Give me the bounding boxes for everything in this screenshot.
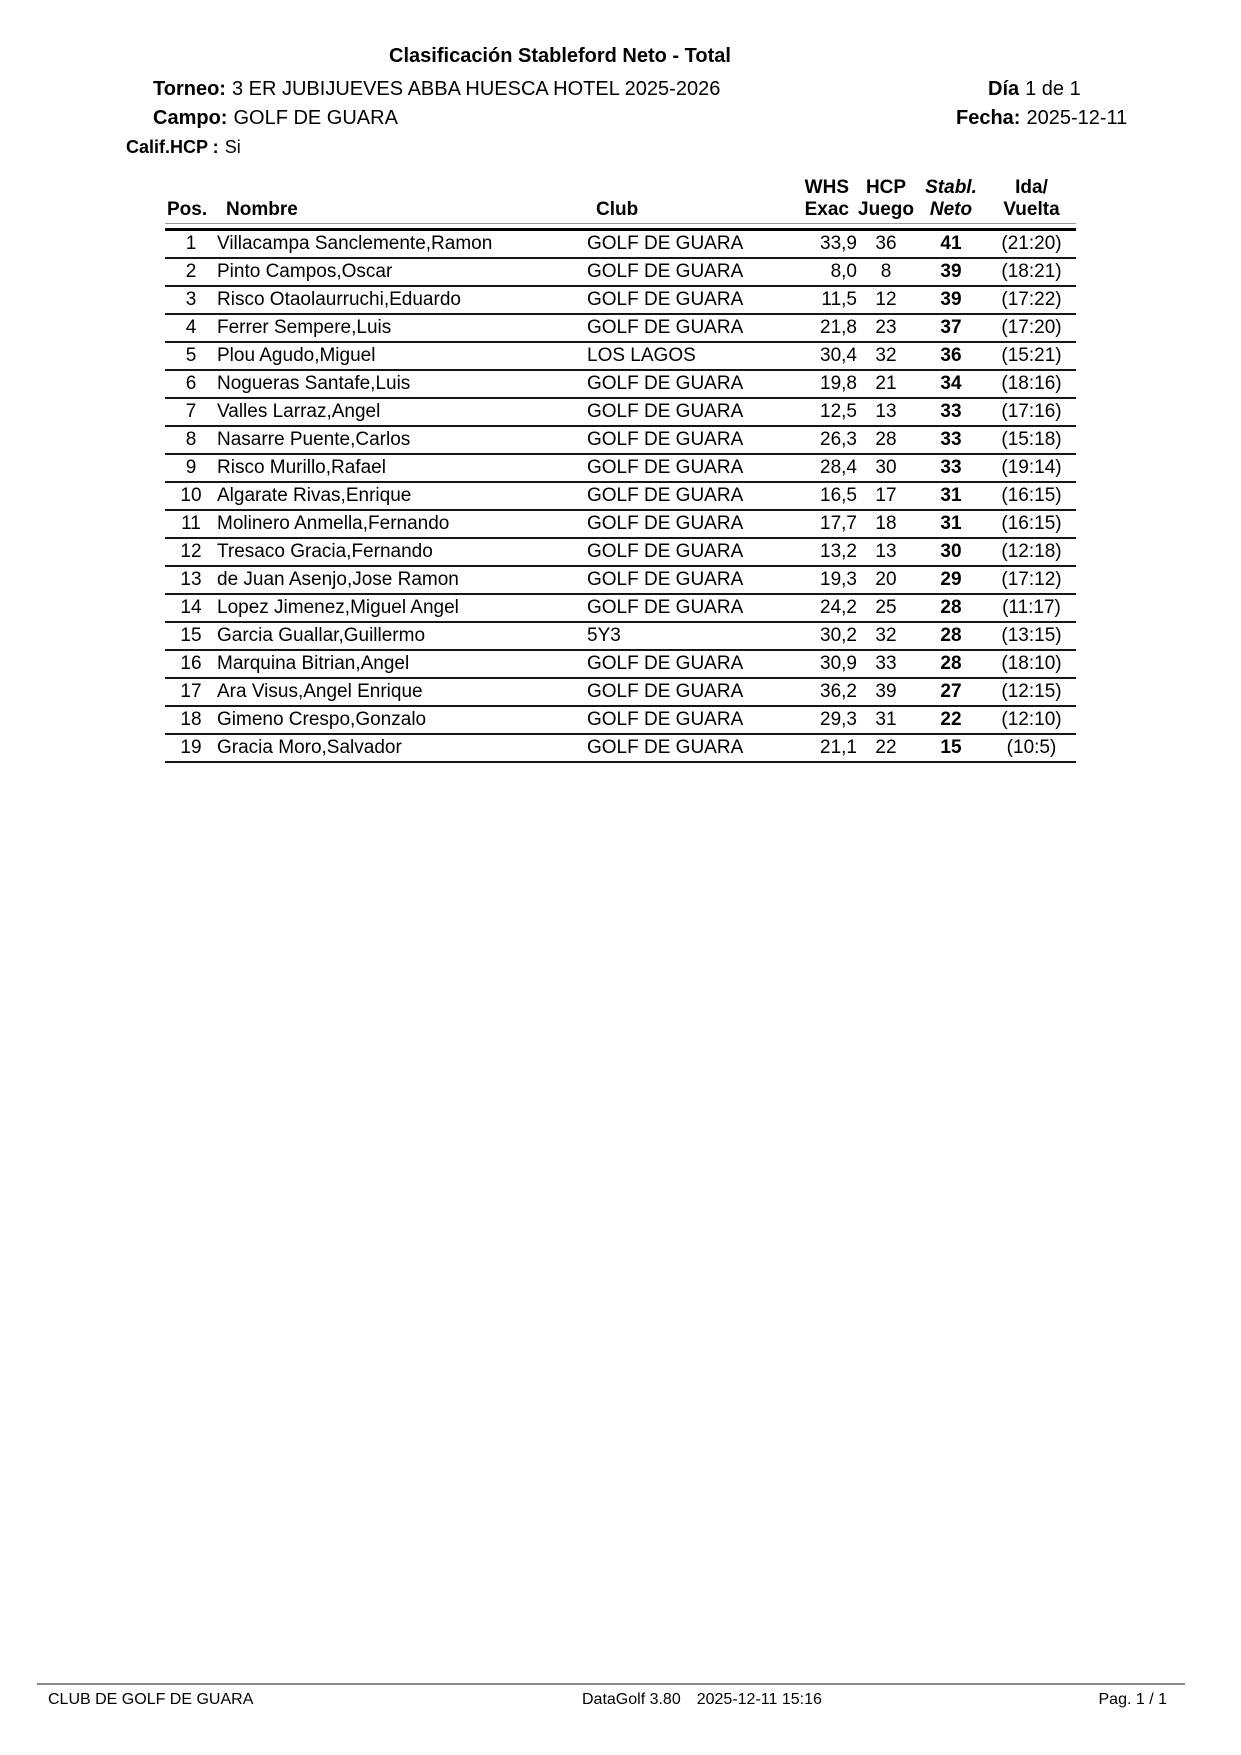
cell-club: GOLF DE GUARA [587, 510, 787, 538]
cell-nombre: Nogueras Santafe,Luis [217, 370, 587, 398]
table-row [165, 342, 1076, 370]
cell-hcp-juego: 12 [857, 286, 915, 314]
cell-whs-exac: 36,2 [787, 678, 857, 706]
cell-stabl-neto: 41 [915, 230, 987, 259]
cell-club: GOLF DE GUARA [587, 286, 787, 314]
header-row [165, 160, 1076, 230]
table-row [165, 314, 1076, 342]
cell-hcp-juego: 33 [857, 650, 915, 678]
cell-club: GOLF DE GUARA [587, 230, 787, 259]
cell-whs-exac: 19,8 [787, 370, 857, 398]
cell-club: GOLF DE GUARA [587, 314, 787, 342]
cell-ida-vuelta: (19:14) [987, 454, 1076, 482]
cell-club: GOLF DE GUARA [587, 538, 787, 566]
cell-nombre: Algarate Rivas,Enrique [217, 482, 587, 510]
cell-hcp-juego: 22 [857, 734, 915, 762]
torneo-value: 3 ER JUBIJUEVES ABBA HUESCA HOTEL 2025-2026 [231, 78, 721, 100]
cell-whs-exac: 30,2 [787, 622, 857, 650]
cell-club: LOS LAGOS [587, 342, 787, 370]
cell-hcp-juego: 18 [857, 510, 915, 538]
footer-club-name: CLUB DE GOLF DE GUARA [48, 1691, 254, 1708]
cell-hcp-juego: 32 [857, 342, 915, 370]
cell-stabl-neto: 31 [915, 510, 987, 538]
cell-ida-vuelta: (16:15) [987, 510, 1076, 538]
cell-pos: 14 [165, 594, 217, 622]
cell-stabl-neto: 30 [915, 538, 987, 566]
page-title: Clasificación Stableford Neto - Total [389, 45, 731, 67]
cell-ida-vuelta: (13:15) [987, 622, 1076, 650]
cell-hcp-juego: 23 [857, 314, 915, 342]
cell-nombre: Plou Agudo,Miguel [217, 342, 587, 370]
calif-hcp-label: Calif.HCP : [126, 137, 219, 157]
table-row [165, 398, 1076, 426]
cell-whs-exac: 28,4 [787, 454, 857, 482]
torneo-label: Torneo: [153, 78, 226, 100]
cell-nombre: Risco Otaolaurruchi,Eduardo [217, 286, 587, 314]
cell-pos: 11 [165, 510, 217, 538]
cell-nombre: Marquina Bitrian,Angel [217, 650, 587, 678]
cell-hcp-juego: 17 [857, 482, 915, 510]
cell-pos: 13 [165, 566, 217, 594]
cell-stabl-neto: 39 [915, 258, 987, 286]
cell-whs-exac: 19,3 [787, 566, 857, 594]
cell-ida-vuelta: (15:21) [987, 342, 1076, 370]
cell-nombre: Molinero Anmella,Fernando [217, 510, 587, 538]
cell-ida-vuelta: (18:10) [987, 650, 1076, 678]
cell-whs-exac: 33,9 [787, 230, 857, 259]
cell-club: GOLF DE GUARA [587, 706, 787, 734]
table-row [165, 622, 1076, 650]
table-row [165, 370, 1076, 398]
cell-ida-vuelta: (12:15) [987, 678, 1076, 706]
cell-club: 5Y3 [587, 622, 787, 650]
cell-stabl-neto: 28 [915, 594, 987, 622]
cell-whs-exac: 11,5 [787, 286, 857, 314]
cell-stabl-neto: 37 [915, 314, 987, 342]
table-row [165, 594, 1076, 622]
cell-nombre: Villacampa Sanclemente,Ramon [217, 230, 587, 259]
cell-whs-exac: 13,2 [787, 538, 857, 566]
cell-club: GOLF DE GUARA [587, 566, 787, 594]
cell-stabl-neto: 34 [915, 370, 987, 398]
cell-club: GOLF DE GUARA [587, 426, 787, 454]
table-row [165, 454, 1076, 482]
cell-ida-vuelta: (21:20) [987, 230, 1076, 259]
cell-club: GOLF DE GUARA [587, 398, 787, 426]
cell-whs-exac: 17,7 [787, 510, 857, 538]
cell-club: GOLF DE GUARA [587, 482, 787, 510]
table-row [165, 510, 1076, 538]
table-row [165, 258, 1076, 286]
cell-nombre: Tresaco Gracia,Fernando [217, 538, 587, 566]
cell-ida-vuelta: (17:22) [987, 286, 1076, 314]
cell-ida-vuelta: (18:16) [987, 370, 1076, 398]
table-row [165, 734, 1076, 762]
cell-whs-exac: 21,1 [787, 734, 857, 762]
cell-hcp-juego: 28 [857, 426, 915, 454]
cell-pos: 9 [165, 454, 217, 482]
cell-whs-exac: 24,2 [787, 594, 857, 622]
header-club: Club [587, 160, 787, 230]
header-stabl-neto: Stabl. Neto [915, 160, 987, 230]
cell-stabl-neto: 33 [915, 454, 987, 482]
cell-nombre: Lopez Jimenez,Miguel Angel [217, 594, 587, 622]
table-row [165, 706, 1076, 734]
cell-stabl-neto: 33 [915, 426, 987, 454]
cell-hcp-juego: 36 [857, 230, 915, 259]
cell-pos: 17 [165, 678, 217, 706]
cell-ida-vuelta: (16:15) [987, 482, 1076, 510]
cell-pos: 16 [165, 650, 217, 678]
fecha-label: Fecha: [956, 107, 1021, 129]
cell-nombre: Valles Larraz,Angel [217, 398, 587, 426]
footer-divider [37, 1683, 1185, 1685]
table-row [165, 678, 1076, 706]
header-pos: Pos. [165, 160, 217, 230]
table-row [165, 650, 1076, 678]
cell-pos: 6 [165, 370, 217, 398]
cell-ida-vuelta: (17:16) [987, 398, 1076, 426]
cell-stabl-neto: 15 [915, 734, 987, 762]
cell-hcp-juego: 20 [857, 566, 915, 594]
cell-pos: 5 [165, 342, 217, 370]
cell-whs-exac: 30,9 [787, 650, 857, 678]
cell-stabl-neto: 33 [915, 398, 987, 426]
cell-pos: 19 [165, 734, 217, 762]
cell-pos: 7 [165, 398, 217, 426]
cell-club: GOLF DE GUARA [587, 258, 787, 286]
footer-datetime: 2025-12-11 15:16 [696, 1691, 822, 1708]
cell-stabl-neto: 36 [915, 342, 987, 370]
table-row [165, 482, 1076, 510]
cell-ida-vuelta: (11:17) [987, 594, 1076, 622]
table-row [165, 538, 1076, 566]
cell-hcp-juego: 21 [857, 370, 915, 398]
campo-value: GOLF DE GUARA [233, 107, 398, 129]
cell-whs-exac: 12,5 [787, 398, 857, 426]
cell-stabl-neto: 27 [915, 678, 987, 706]
campo-row [153, 107, 398, 130]
cell-stabl-neto: 28 [915, 650, 987, 678]
cell-pos: 15 [165, 622, 217, 650]
cell-stabl-neto: 22 [915, 706, 987, 734]
table-row [165, 230, 1076, 259]
cell-ida-vuelta: (17:12) [987, 566, 1076, 594]
cell-pos: 2 [165, 258, 217, 286]
cell-hcp-juego: 8 [857, 258, 915, 286]
cell-club: GOLF DE GUARA [587, 650, 787, 678]
cell-hcp-juego: 31 [857, 706, 915, 734]
header-ida-vuelta: Ida/ Vuelta [987, 160, 1076, 230]
header-nombre: Nombre [217, 160, 587, 230]
cell-pos: 3 [165, 286, 217, 314]
table-row [165, 286, 1076, 314]
dia-label: Día [988, 78, 1020, 100]
cell-pos: 18 [165, 706, 217, 734]
cell-club: GOLF DE GUARA [587, 678, 787, 706]
cell-nombre: Ferrer Sempere,Luis [217, 314, 587, 342]
cell-hcp-juego: 13 [857, 398, 915, 426]
cell-hcp-juego: 30 [857, 454, 915, 482]
table-row [165, 566, 1076, 594]
results-table [165, 160, 1076, 763]
dia-value: 1 de 1 [1025, 78, 1081, 100]
cell-nombre: Ara Visus,Angel Enrique [217, 678, 587, 706]
campo-label: Campo: [153, 107, 228, 129]
cell-stabl-neto: 29 [915, 566, 987, 594]
cell-ida-vuelta: (15:18) [987, 426, 1076, 454]
cell-pos: 4 [165, 314, 217, 342]
cell-pos: 8 [165, 426, 217, 454]
cell-club: GOLF DE GUARA [587, 734, 787, 762]
torneo-row [153, 78, 720, 101]
fecha-row [956, 107, 1127, 130]
cell-ida-vuelta: (10:5) [987, 734, 1076, 762]
cell-hcp-juego: 25 [857, 594, 915, 622]
cell-hcp-juego: 13 [857, 538, 915, 566]
calif-hcp-value: Si [224, 137, 241, 157]
cell-nombre: Gimeno Crespo,Gonzalo [217, 706, 587, 734]
cell-stabl-neto: 31 [915, 482, 987, 510]
footer-generator [582, 1691, 822, 1709]
cell-nombre: Nasarre Puente,Carlos [217, 426, 587, 454]
cell-whs-exac: 30,4 [787, 342, 857, 370]
cell-ida-vuelta: (17:20) [987, 314, 1076, 342]
cell-club: GOLF DE GUARA [587, 594, 787, 622]
cell-club: GOLF DE GUARA [587, 454, 787, 482]
cell-hcp-juego: 32 [857, 622, 915, 650]
fecha-value: 2025-12-11 [1026, 107, 1128, 129]
cell-ida-vuelta: (12:18) [987, 538, 1076, 566]
header-whs-exac: WHS Exac [787, 160, 857, 230]
cell-stabl-neto: 28 [915, 622, 987, 650]
cell-pos: 1 [165, 230, 217, 259]
cell-whs-exac: 16,5 [787, 482, 857, 510]
cell-pos: 12 [165, 538, 217, 566]
cell-whs-exac: 26,3 [787, 426, 857, 454]
cell-nombre: de Juan Asenjo,Jose Ramon [217, 566, 587, 594]
footer-program: DataGolf 3.80 [582, 1691, 681, 1708]
cell-nombre: Risco Murillo,Rafael [217, 454, 587, 482]
header-hcp-juego: HCP Juego [857, 160, 915, 230]
cell-nombre: Gracia Moro,Salvador [217, 734, 587, 762]
cell-nombre: Pinto Campos,Oscar [217, 258, 587, 286]
cell-ida-vuelta: (12:10) [987, 706, 1076, 734]
results-body [165, 230, 1076, 763]
cell-pos: 10 [165, 482, 217, 510]
cell-ida-vuelta: (18:21) [987, 258, 1076, 286]
cell-club: GOLF DE GUARA [587, 370, 787, 398]
calif-hcp-row [126, 137, 241, 158]
cell-whs-exac: 29,3 [787, 706, 857, 734]
footer-page-number: Pag. 1 / 1 [1098, 1691, 1167, 1708]
cell-whs-exac: 21,8 [787, 314, 857, 342]
cell-stabl-neto: 39 [915, 286, 987, 314]
cell-nombre: Garcia Guallar,Guillermo [217, 622, 587, 650]
cell-hcp-juego: 39 [857, 678, 915, 706]
cell-whs-exac: 8,0 [787, 258, 857, 286]
table-row [165, 426, 1076, 454]
dia-row [988, 78, 1081, 101]
